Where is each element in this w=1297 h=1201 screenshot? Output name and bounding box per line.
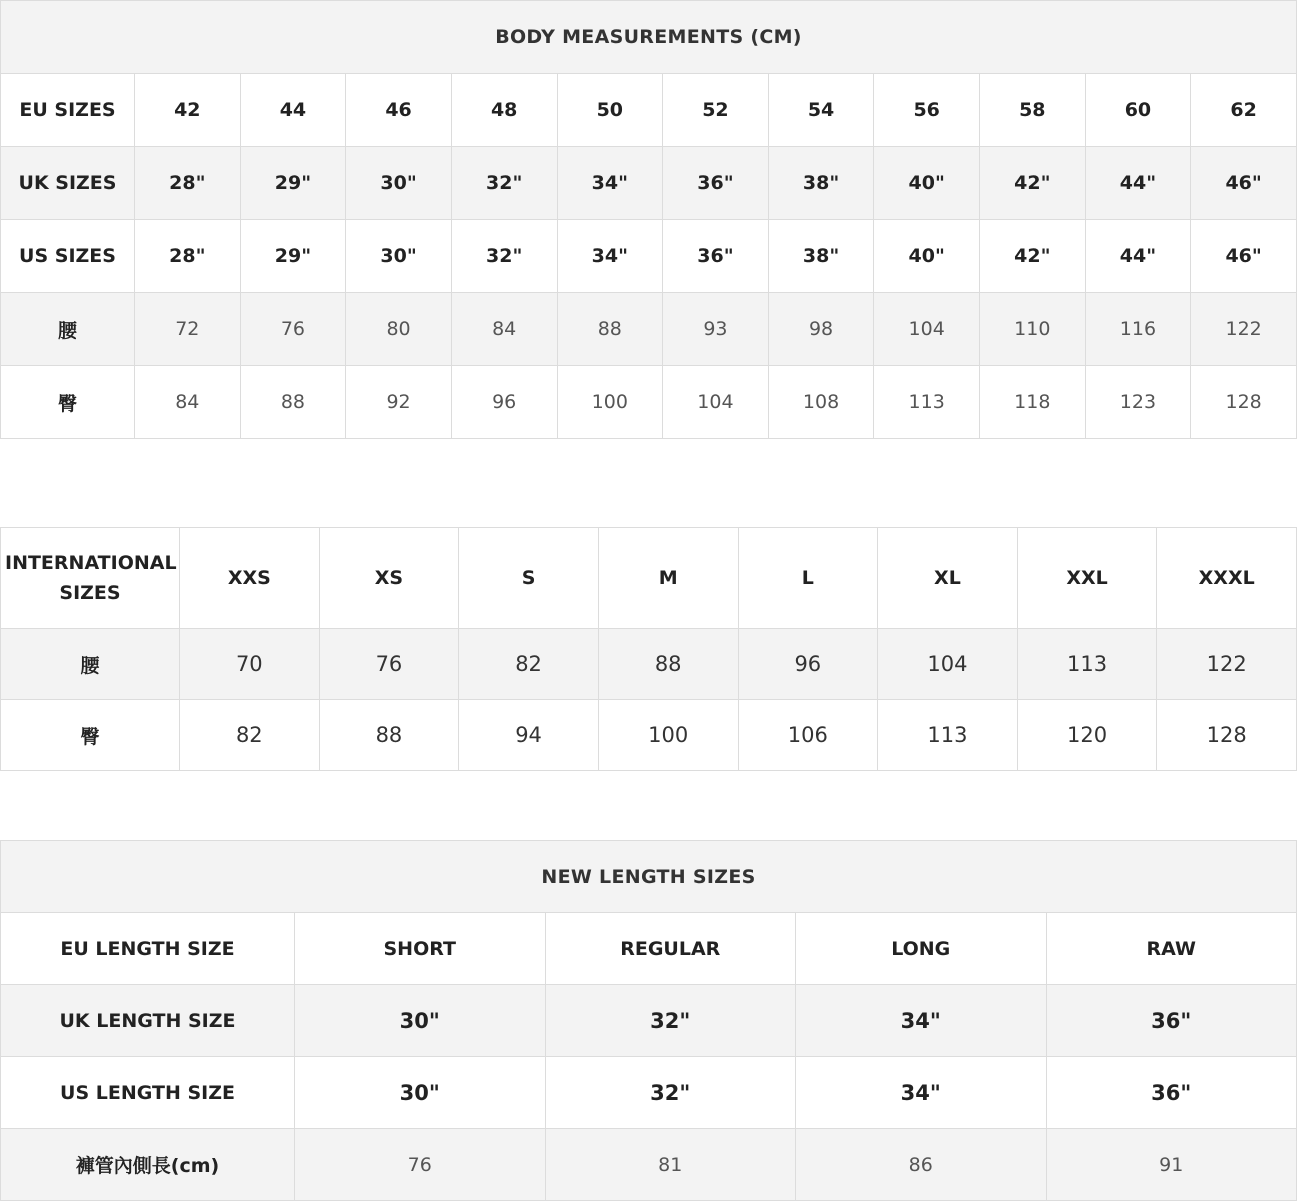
table-cell: 128 (1157, 700, 1297, 771)
table-row (1, 1057, 1297, 1129)
table-cell: 128 (1191, 366, 1297, 439)
international-sizes-table (0, 527, 1297, 771)
new-length-sizes-title: NEW LENGTH SIZES (1, 841, 1297, 913)
table-cell: 30" (295, 1057, 546, 1129)
table-cell: 29" (240, 220, 346, 293)
table-cell: SHORT (295, 913, 546, 985)
table-cell: 54 (768, 74, 874, 147)
table-cell: 44" (1085, 220, 1191, 293)
table-cell: 104 (878, 629, 1018, 700)
table-cell: 88 (598, 629, 738, 700)
table-cell: 98 (768, 293, 874, 366)
table-cell: 100 (598, 700, 738, 771)
table-cell: 46 (346, 74, 452, 147)
table-cell: 58 (980, 74, 1086, 147)
table-cell: 88 (319, 700, 459, 771)
international-sizes-header-label: INTERNATIONAL SIZES (1, 528, 180, 629)
table-cell: LONG (796, 913, 1047, 985)
table-cell: 30" (346, 220, 452, 293)
table-cell: 46" (1191, 147, 1297, 220)
table-cell: 30" (346, 147, 452, 220)
table-header-cell: XL (878, 528, 1018, 629)
row-label-eu-sizes: EU SIZES (1, 74, 135, 147)
table-row (1, 147, 1297, 220)
table-cell: 29" (240, 147, 346, 220)
table-cell: 36" (663, 220, 769, 293)
table-header-cell: XXXL (1157, 528, 1297, 629)
table-cell: 46" (1191, 220, 1297, 293)
table-cell: 84 (135, 366, 241, 439)
table-cell: 34" (557, 147, 663, 220)
row-label-hip: 臀 (1, 700, 180, 771)
table-header-cell: S (459, 528, 599, 629)
table-cell: 72 (135, 293, 241, 366)
table-cell: 28" (135, 220, 241, 293)
table-row (1, 1129, 1297, 1201)
table-row (1, 74, 1297, 147)
table-cell: 113 (874, 366, 980, 439)
row-label-hip: 臀 (1, 366, 135, 439)
table-cell: 82 (459, 629, 599, 700)
table-cell: 118 (980, 366, 1086, 439)
table-header-cell: M (598, 528, 738, 629)
new-length-sizes-table (0, 840, 1297, 1201)
table-cell: 80 (346, 293, 452, 366)
table-cell: REGULAR (545, 913, 796, 985)
table-cell: 122 (1191, 293, 1297, 366)
table-cell: 42" (980, 147, 1086, 220)
table-cell: 86 (796, 1129, 1047, 1201)
table-cell: 116 (1085, 293, 1191, 366)
table-cell: 38" (768, 220, 874, 293)
table-cell: 104 (874, 293, 980, 366)
table-cell: 108 (768, 366, 874, 439)
table-cell: RAW (1046, 913, 1297, 985)
table-cell: 91 (1046, 1129, 1297, 1201)
table-cell: 38" (768, 147, 874, 220)
table-cell: 56 (874, 74, 980, 147)
table-cell: 110 (980, 293, 1086, 366)
table-cell: 113 (878, 700, 1018, 771)
table-row (1, 700, 1297, 771)
table-header-cell: L (738, 528, 878, 629)
table-row (1, 366, 1297, 439)
table-row (1, 629, 1297, 700)
table-cell: 30" (295, 985, 546, 1057)
table-cell: 32" (451, 220, 557, 293)
table-row (1, 985, 1297, 1057)
table-cell: 76 (295, 1129, 546, 1201)
table-cell: 96 (451, 366, 557, 439)
table-cell: 42 (135, 74, 241, 147)
table-cell: 42" (980, 220, 1086, 293)
table-row (1, 293, 1297, 366)
table-cell: 48 (451, 74, 557, 147)
table-cell: 32" (545, 985, 796, 1057)
table-cell: 93 (663, 293, 769, 366)
table-cell: 70 (180, 629, 320, 700)
row-label-eu-length-size: EU LENGTH SIZE (1, 913, 295, 985)
row-label-uk-sizes: UK SIZES (1, 147, 135, 220)
table-cell: 44" (1085, 147, 1191, 220)
body-measurements-title: BODY MEASUREMENTS (CM) (1, 1, 1297, 74)
row-label-us-sizes: US SIZES (1, 220, 135, 293)
table-cell: 123 (1085, 366, 1191, 439)
table-cell: 50 (557, 74, 663, 147)
table-cell: 34" (796, 1057, 1047, 1129)
row-label-us-length-size: US LENGTH SIZE (1, 1057, 295, 1129)
table-header-cell: XXS (180, 528, 320, 629)
table-cell: 32" (451, 147, 557, 220)
table-cell: 40" (874, 220, 980, 293)
table-cell: 84 (451, 293, 557, 366)
table-header-cell: XXL (1017, 528, 1157, 629)
table-cell: 104 (663, 366, 769, 439)
table-cell: 120 (1017, 700, 1157, 771)
table-cell: 60 (1085, 74, 1191, 147)
table-cell: 88 (557, 293, 663, 366)
body-measurements-table (0, 0, 1297, 439)
table-cell: 34" (557, 220, 663, 293)
table-cell: 32" (545, 1057, 796, 1129)
table-cell: 122 (1157, 629, 1297, 700)
table-cell: 76 (240, 293, 346, 366)
row-label-inseam-length: 褲管內側長(cm) (1, 1129, 295, 1201)
table-cell: 88 (240, 366, 346, 439)
row-label-waist: 腰 (1, 629, 180, 700)
table-row (1, 913, 1297, 985)
table-cell: 34" (796, 985, 1047, 1057)
table-cell: 52 (663, 74, 769, 147)
table-cell: 44 (240, 74, 346, 147)
table-header-row (1, 528, 1297, 629)
table-header-cell: XS (319, 528, 459, 629)
table-cell: 28" (135, 147, 241, 220)
table-cell: 96 (738, 629, 878, 700)
table-cell: 100 (557, 366, 663, 439)
table-cell: 36" (663, 147, 769, 220)
table-cell: 36" (1046, 1057, 1297, 1129)
table-cell: 82 (180, 700, 320, 771)
table-cell: 106 (738, 700, 878, 771)
table-cell: 113 (1017, 629, 1157, 700)
table-cell: 92 (346, 366, 452, 439)
table-row (1, 220, 1297, 293)
row-label-uk-length-size: UK LENGTH SIZE (1, 985, 295, 1057)
table-cell: 94 (459, 700, 599, 771)
table-cell: 62 (1191, 74, 1297, 147)
table-cell: 36" (1046, 985, 1297, 1057)
table-cell: 81 (545, 1129, 796, 1201)
table-cell: 40" (874, 147, 980, 220)
row-label-waist: 腰 (1, 293, 135, 366)
table-cell: 76 (319, 629, 459, 700)
